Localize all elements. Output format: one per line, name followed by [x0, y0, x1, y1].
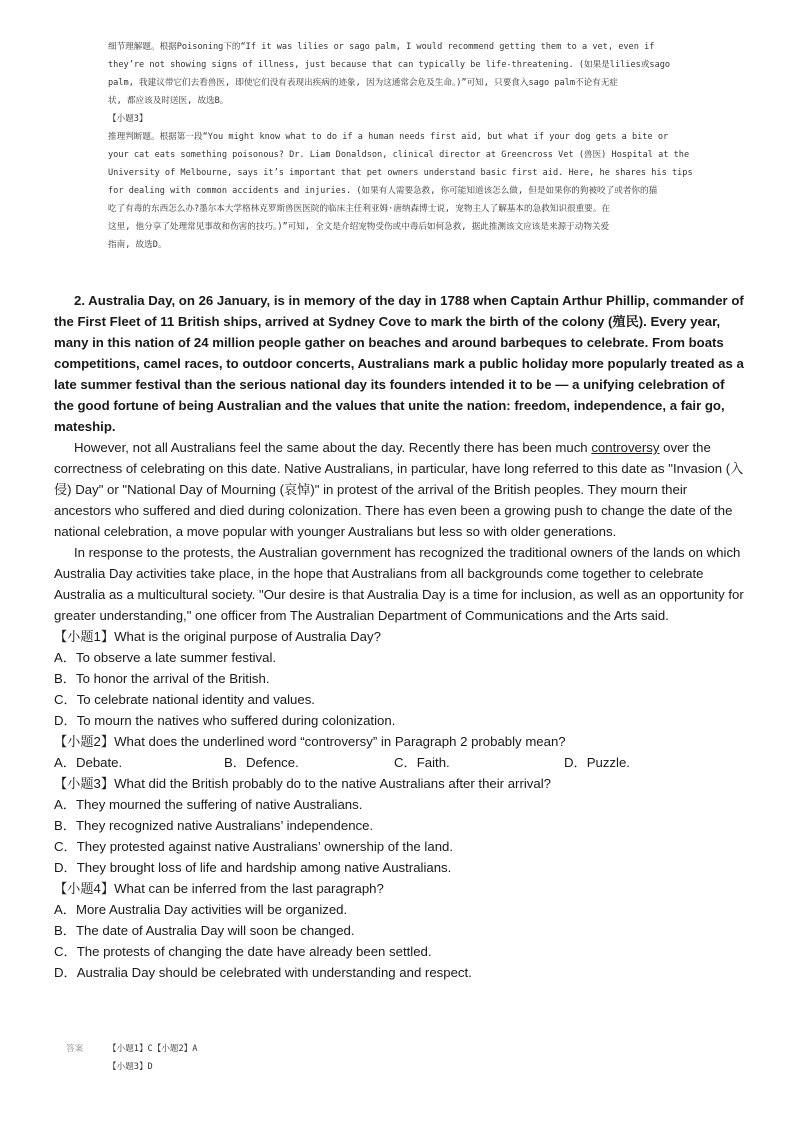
explanation-line: 指南, 故选D。 [108, 240, 167, 250]
answer-text: 【小题3】D [108, 1062, 153, 1072]
passage-text: over the correctness of celebrating on this date. Native Australians, in particular, have long referred to this date as "Invasion (入侵) Day" or "National Day of Mourning (哀悼)" in protest of the arrival of the British peoples. They mourn their ancestors who suffered and died during colonization. There has even been a growing push to change the date of the national celebration, a move popular with younger Australians but less so with older generations. [54, 440, 744, 539]
question-2-option-c: C．Faith. [394, 755, 450, 770]
question-4-option-c: C．The protests of changing the date have already been settled. [54, 944, 432, 959]
question-2-option-b: B．Defence. [224, 755, 299, 770]
question-3-option-c: C．They protested against native Australians’ ownership of the land. [54, 839, 454, 854]
reading-passage [54, 290, 744, 983]
explanation-line: they’re not showing signs of illness, just because that can typically be life-threatening. (如果是lilies或sago [108, 60, 671, 70]
explanation-line: palm, 我建议带它们去看兽医, 即使它们没有表现出疾病的迹象, 因为这通常会危及生命。)”可知, 只要食入sago palm不论有无症 [108, 78, 619, 88]
question-1-option-a: A．To observe a late summer festival. [54, 650, 277, 665]
answer-label: 答案 [66, 1044, 84, 1054]
question-1-option-b: B．To honor the arrival of the British. [54, 671, 270, 686]
question-3-option-b: B．They recognized native Australians’ independence. [54, 818, 374, 833]
question-4-option-a: A．More Australia Day activities will be organized. [54, 902, 348, 917]
answer-text: 【小题1】C【小题2】A [108, 1044, 198, 1054]
underlined-word: controversy [591, 440, 660, 455]
explanation-line: University of Melbourne, says it’s important that pet owners understand basic first aid. Here, he shares his tips [108, 168, 693, 178]
explanation-q3-tag: 【小题3】 [108, 114, 148, 124]
explanation-line: for dealing with common accidents and injuries. (如果有人需要急救, 你可能知道该怎么做, 但是如果你的狗被咬了或者你的猫 [108, 186, 658, 196]
explanation-line: 这里, 他分享了处理常见事故和伤害的技巧。)”可知, 全文是介绍宠物受伤或中毒后如何急救, 据此推测该文应该是来源于动物关爱 [108, 222, 610, 232]
question-1-option-c: C．To celebrate national identity and values. [54, 692, 315, 707]
explanation-line: 推理判断题。根据第一段“You might know what to do if a human needs first aid, but what if your dog gets a bite or [108, 132, 669, 142]
explanation-line: 细节理解题。根据Poisoning下的“If it was lilies or sago palm, I would recommend getting them to a vet, even if [108, 42, 655, 52]
passage-paragraph-1: 2. Australia Day, on 26 January, is in memory of the day in 1788 when Captain Arthur Phillip, commander of the First Fleet of 11 British ships, arrived at Sydney Cove to mark the birth of the colony (殖民). Every year, many in this nation of 24 million people gather on beaches and around barbeques to celebrate. From boats competitions, camel races, to outdoor concerts, Australians mark a public holiday more popularly treated as a late summer festival than the serious national day its founders intended it to be — a unifying celebration of the good fortune of being Australian and the values that unite the nation: freedom, independence, a fair go, mateship. [54, 293, 744, 434]
passage-paragraph-2 [54, 437, 744, 542]
question-3-stem: 【小题3】What did the British probably do to the native Australians after their arrival? [54, 776, 551, 791]
question-1-stem: 【小题1】What is the original purpose of Australia Day? [54, 629, 381, 644]
explanation-line: 吃了有毒的东西怎么办?墨尔本大学格林克罗斯兽医医院的临床主任利亚姆·唐纳森博士说, 宠物主人了解基本的急救知识很重要。在 [108, 204, 610, 214]
question-2-options [54, 752, 744, 773]
explanation-line: your cat eats something poisonous? Dr. Liam Donaldson, clinical director at Greencross Vet (兽医) Hospital at the [108, 150, 690, 160]
answer-line-1 [66, 1040, 466, 1058]
question-2-option-a: A．Debate. [54, 755, 123, 770]
question-2-stem: 【小题2】What does the underlined word “controversy” in Paragraph 2 probably mean? [54, 734, 566, 749]
answer-block [66, 1040, 466, 1076]
question-4-option-b: B．The date of Australia Day will soon be changed. [54, 923, 355, 938]
question-4-option-d: D．Australia Day should be celebrated with understanding and respect. [54, 965, 472, 980]
question-2-option-d: D．Puzzle. [564, 755, 630, 770]
explanation-block [108, 38, 728, 254]
explanation-line: 状, 都应该及时送医, 故选B。 [108, 96, 229, 106]
question-3-option-a: A．They mourned the suffering of native Australians. [54, 797, 363, 812]
question-1-option-d: D．To mourn the natives who suffered during colonization. [54, 713, 396, 728]
question-3-option-d: D．They brought loss of life and hardship among native Australians. [54, 860, 452, 875]
question-4-stem: 【小题4】What can be inferred from the last paragraph? [54, 881, 384, 896]
passage-text: However, not all Australians feel the same about the day. Recently there has been much [74, 440, 592, 455]
passage-paragraph-3: In response to the protests, the Australian government has recognized the traditional owners of the lands on which Australia Day activities take place, in the hope that Australians from all backgrounds come together to celebrate Australia as a multicultural society. "Our desire is that Australia Day is a time for inclusion, as well as an opportunity for greater understanding," one officer from The Australian Department of Communications and the Arts said. [54, 545, 744, 623]
answer-line-2 [66, 1058, 466, 1076]
